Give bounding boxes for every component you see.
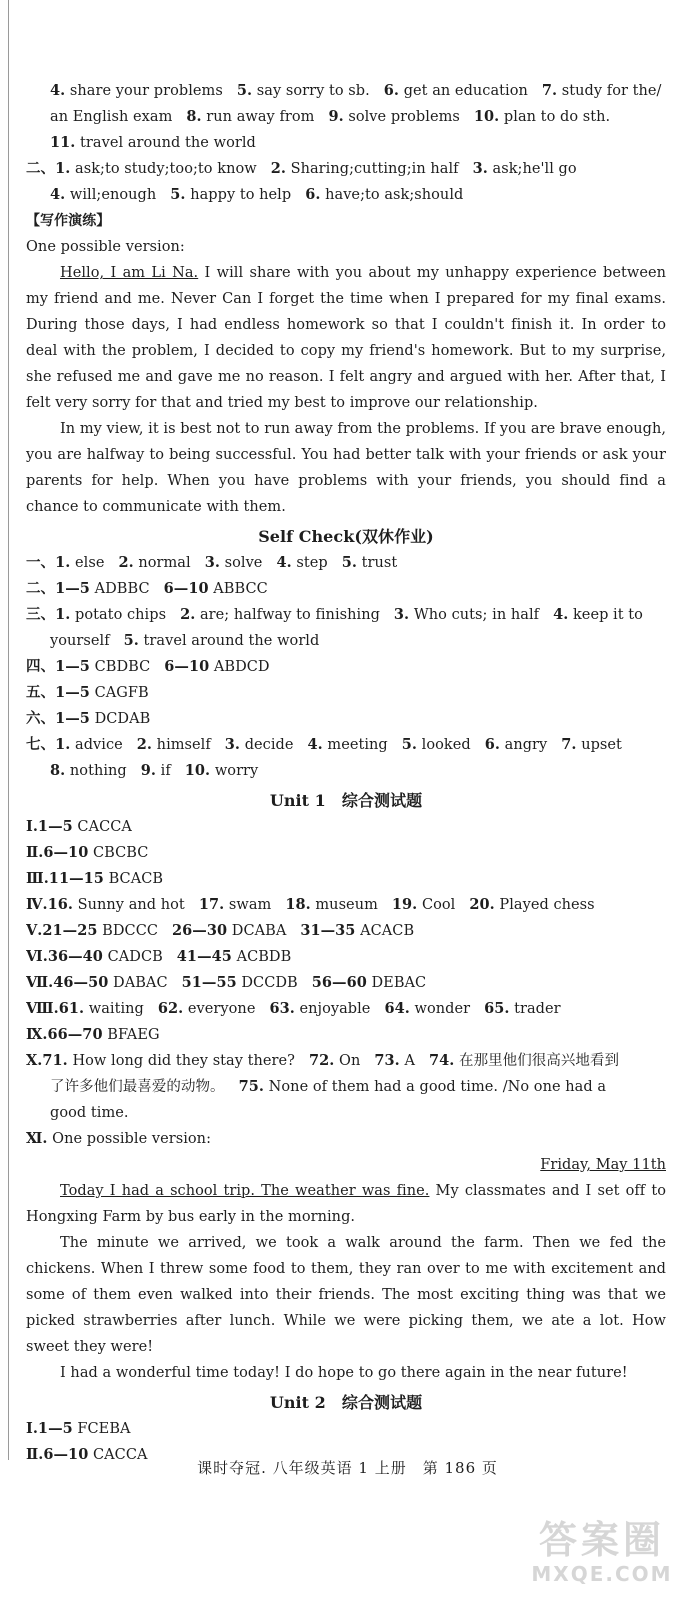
answer-item (305, 187, 463, 203)
answer-number: 5. (123, 632, 139, 649)
answer-number: 六、1—5 (26, 710, 90, 727)
answers-block-unit1 (26, 814, 666, 1152)
answer-number: 7. (561, 736, 577, 753)
answer-number: 4. (50, 82, 66, 99)
answer-text: run away from (201, 109, 315, 125)
answer-number: 5. (236, 82, 253, 99)
answer-item (429, 1053, 619, 1069)
answer-line (26, 654, 666, 680)
answer-line (26, 78, 666, 104)
answer-text: happy to help (185, 187, 292, 203)
essay2-body: My classmates and I set off to Hongxing Farm by bus early in the morning. (26, 1183, 666, 1225)
answer-line (26, 970, 666, 996)
answer-text: will;enough (65, 187, 157, 203)
answer-line (26, 996, 666, 1022)
answer-item (26, 581, 150, 597)
answer-text: CADCB (102, 949, 163, 965)
answer-text: if (156, 763, 171, 779)
answer-item (473, 161, 577, 177)
essay2-intro: Today I had a school trip. The weather was fine. (60, 1183, 430, 1199)
answer-line (26, 1126, 666, 1152)
answer-text: share your problems (65, 83, 223, 99)
answer-number: 6—10 (164, 658, 210, 675)
answer-text: an English exam (50, 109, 173, 125)
answer-text: How long did they stay there? (67, 1053, 295, 1069)
answer-item (474, 109, 610, 125)
answer-number: Ⅷ.61. (26, 1000, 85, 1017)
answer-item (561, 737, 622, 753)
answer-line (26, 732, 666, 758)
answer-item (300, 923, 414, 939)
answer-text: Cool (417, 897, 456, 913)
answer-text: decide (240, 737, 294, 753)
answer-item (342, 555, 398, 571)
answer-item (469, 897, 594, 913)
answer-text: ACACB (355, 923, 415, 939)
answer-text: himself (152, 737, 211, 753)
answer-text: keep it to (568, 607, 643, 623)
answer-line (26, 706, 666, 732)
answer-text: None of them had a good time. /No one had a (264, 1079, 607, 1095)
answer-number: 2. (118, 554, 134, 571)
answer-text: travel around the world (75, 135, 256, 151)
answer-item (269, 1001, 370, 1017)
answer-item (185, 763, 259, 779)
answer-item (485, 737, 548, 753)
answer-text: One possible version: (47, 1131, 212, 1147)
answer-number: Ⅱ.6—10 (26, 1446, 89, 1463)
essay2-paragraph-1 (26, 1178, 666, 1230)
answer-item (26, 975, 168, 991)
answer-item (118, 555, 190, 571)
answer-item (276, 555, 327, 571)
answer-number: 18. (285, 896, 311, 913)
answer-number: Ⅹ.71. (26, 1052, 68, 1069)
answer-line (26, 104, 666, 130)
answer-number: 6. (305, 186, 321, 203)
answer-item (312, 975, 426, 991)
answer-number: Ⅱ.6—10 (26, 844, 89, 861)
answer-text: ask;to study;too;to know (70, 161, 257, 177)
answer-number: 5. (341, 554, 357, 571)
answer-number: 9. (140, 762, 157, 779)
answer-number: 56—60 (311, 974, 367, 991)
answer-item (26, 737, 123, 753)
left-margin-rule (8, 0, 9, 1460)
essay1-intro: Hello, I am Li Na. (60, 265, 199, 281)
answer-item (26, 607, 166, 623)
answer-number: 51—55 (181, 974, 237, 991)
answer-item (26, 555, 104, 571)
answer-text: On (334, 1053, 361, 1069)
answer-text: good time. (50, 1105, 129, 1121)
answer-text: step (291, 555, 328, 571)
answer-number: 9. (328, 108, 344, 125)
answer-number: 2. (270, 160, 286, 177)
answer-item (239, 1079, 606, 1095)
answer-text: ABBCC (208, 581, 268, 597)
answer-line (26, 944, 666, 970)
answer-text: 在那里他们很高兴地看到 (454, 1053, 620, 1069)
answer-number: 3. (224, 736, 241, 753)
answer-text: Sunny and hot (72, 897, 185, 913)
answer-number: Ⅰ.1—5 (26, 818, 73, 835)
answer-number: Ⅺ. (26, 1130, 48, 1147)
answer-item (158, 1001, 256, 1017)
answer-item (205, 555, 263, 571)
answer-item (384, 1001, 470, 1017)
answer-item (182, 975, 298, 991)
answer-text: potato chips (70, 607, 167, 623)
answer-number: 41—45 (176, 948, 232, 965)
answer-number: 5. (170, 186, 186, 203)
answer-text: normal (133, 555, 191, 571)
answer-number: 3. (472, 160, 488, 177)
answer-line (26, 680, 666, 706)
answer-item (170, 187, 291, 203)
answer-line (26, 918, 666, 944)
answer-item (285, 897, 378, 913)
answer-number: Ⅵ.36—40 (26, 948, 103, 965)
answer-text: CACCA (72, 819, 132, 835)
answer-item (271, 161, 459, 177)
answer-number: Ⅶ.46—50 (26, 974, 109, 991)
answer-item (199, 897, 272, 913)
essay2-paragraph-2: The minute we arrived, we took a walk around the farm. Then we fed the chickens. When I threw some food to them, they ran over to me with excitement and some of them even walked into their friends. The most exciting thing was that we picked strawberries after lunch. While we were picking them, we ate a lot. How sweet they were! (26, 1235, 666, 1355)
answer-text: FCEBA (72, 1421, 131, 1437)
answer-number: 17. (198, 896, 225, 913)
answer-number: 4. (307, 736, 323, 753)
answer-item (180, 607, 380, 623)
answer-text: say sorry to sb. (252, 83, 370, 99)
answer-text: everyone (183, 1001, 256, 1017)
answer-item (26, 161, 257, 177)
answer-text: worry (210, 763, 259, 779)
answer-text: swam (224, 897, 272, 913)
answer-number: 10. (184, 762, 211, 779)
answer-line (26, 628, 666, 654)
answers-block-a (26, 78, 666, 208)
answer-text: waiting (84, 1001, 144, 1017)
essay1-paragraph-1 (26, 260, 666, 416)
answer-text: CBCBC (88, 845, 149, 861)
answer-number: 二、1—5 (26, 580, 90, 597)
answer-line (26, 1416, 666, 1442)
answer-number: Ⅴ.21—25 (26, 922, 98, 939)
answer-text: else (70, 555, 105, 571)
answer-item (26, 1421, 131, 1437)
answer-number: 3. (204, 554, 220, 571)
answer-number: 26—30 (172, 922, 228, 939)
answer-number: 31—35 (300, 922, 356, 939)
answer-line (26, 758, 666, 784)
answer-number: 五、1—5 (26, 684, 90, 701)
answer-number: 2. (180, 606, 196, 623)
unit2-title: Unit 2 综合测试题 (269, 1393, 423, 1412)
answer-item (50, 187, 156, 203)
answer-number: 四、1—5 (26, 658, 90, 675)
answer-item (542, 83, 662, 99)
answer-number: 6—10 (163, 580, 209, 597)
answer-item (26, 1053, 295, 1069)
answer-item (26, 897, 185, 913)
answer-text: nothing (65, 763, 127, 779)
answer-number: 七、1. (26, 736, 71, 753)
answer-number: 20. (469, 896, 495, 913)
answer-number: 2. (136, 736, 153, 753)
answer-item (394, 607, 539, 623)
answer-item (484, 1001, 561, 1017)
answer-text: meeting (322, 737, 388, 753)
answer-number: 6. (383, 82, 400, 99)
answer-item (328, 109, 459, 125)
answer-number: 一、1. (26, 554, 71, 571)
answer-item (307, 737, 387, 753)
answer-item (50, 109, 172, 125)
answer-text: yourself (50, 633, 110, 649)
possible-version-label: One possible version: (26, 239, 185, 255)
watermark-main-text: 答案圈 (538, 1518, 665, 1562)
answer-item (50, 83, 223, 99)
answer-item (402, 737, 471, 753)
answer-content (26, 78, 666, 1468)
answer-line (26, 840, 666, 866)
answer-text: are; halfway to finishing (195, 607, 380, 623)
answer-text: upset (576, 737, 622, 753)
answer-text: enjoyable (294, 1001, 371, 1017)
answer-text: ask;he'll go (487, 161, 577, 177)
answer-item (164, 581, 268, 597)
self-check-title: Self Check(双休作业) (258, 527, 434, 546)
answer-item (392, 897, 455, 913)
answer-text: solve problems (343, 109, 460, 125)
answer-text: travel around the world (138, 633, 320, 649)
answer-line (26, 576, 666, 602)
answer-line (26, 1074, 666, 1100)
answer-text: DCCDB (236, 975, 298, 991)
answer-text: DCDAB (89, 711, 151, 727)
answer-number: 8. (186, 108, 202, 125)
answer-number: 63. (269, 1000, 295, 1017)
answer-number: 64. (384, 1000, 410, 1017)
answer-text: Sharing;cutting;in half (285, 161, 459, 177)
answer-item (172, 923, 286, 939)
answer-number: 19. (391, 896, 418, 913)
answer-item (26, 871, 163, 887)
answer-line (26, 1048, 666, 1074)
answer-item (177, 949, 292, 965)
watermark-logo (517, 1518, 687, 1592)
answer-text: museum (310, 897, 378, 913)
answer-item (50, 763, 127, 779)
answer-item (26, 1001, 144, 1017)
answer-text: DCABA (227, 923, 287, 939)
page-footer: 课时夺冠. 八年级英语 1 上册 第 186 页 (197, 1459, 498, 1477)
answer-item (26, 1131, 211, 1147)
answer-number: 5. (401, 736, 417, 753)
answer-item (26, 819, 132, 835)
answer-item (26, 923, 158, 939)
essay1-body: I will share with you about my unhappy experience between my friend and me. Never Can I forget the time when I prepared for my final exams. During those days, I had endless homework so that I couldn't finish it. In order to deal with the problem, I decided to copy my friend's homework. But to my surprise, she refused me and gave me no reason. I felt angry and argued with her. After that, I felt very sorry for that and tried my best to improve our relationship. (26, 265, 666, 411)
answer-number: 二、1. (26, 160, 71, 177)
answer-text: DEBAC (366, 975, 427, 991)
answer-item (50, 1105, 129, 1121)
answer-text: CBDBC (89, 659, 151, 675)
watermark-url-text: MXQE.COM (531, 1562, 673, 1586)
answer-item (124, 633, 320, 649)
answer-text: have;to ask;should (320, 187, 464, 203)
answer-text: angry (499, 737, 548, 753)
essay2-date (26, 1152, 666, 1178)
answer-number: 65. (484, 1000, 510, 1017)
answer-line (26, 814, 666, 840)
answer-text: A (399, 1053, 415, 1069)
answer-line (26, 1022, 666, 1048)
answer-item (164, 659, 269, 675)
answer-item (186, 109, 314, 125)
unit1-title: Unit 1 综合测试题 (269, 791, 423, 810)
answer-item (26, 1027, 160, 1043)
answer-line (26, 1100, 666, 1126)
answer-text: get an education (399, 83, 528, 99)
answer-item (26, 685, 149, 701)
answer-item (26, 711, 150, 727)
answer-number: 4. (276, 554, 292, 571)
answer-number: 8. (50, 762, 66, 779)
answer-text: trader (509, 1001, 561, 1017)
answer-text: CAGFB (89, 685, 149, 701)
answer-item (141, 763, 171, 779)
answer-number: 10. (473, 108, 500, 125)
answer-number: Ⅰ.1—5 (26, 1420, 73, 1437)
answer-line (26, 602, 666, 628)
answer-text: Who cuts; in half (409, 607, 540, 623)
answer-line (26, 156, 666, 182)
answers-block-self-check (26, 550, 666, 784)
answer-number: 3. (393, 606, 410, 623)
answer-text: ADBBC (89, 581, 150, 597)
essay1-paragraph-2: In my view, it is best not to run away from the problems. If you are brave enough, you are halfway to being successful. You had better talk with your friends or ask your parents for help. When you have problems with your friends, you should find a chance to communicate with them. (26, 421, 666, 515)
answer-line (26, 130, 666, 156)
answer-number: 73. (374, 1052, 400, 1069)
answer-text: BCACB (103, 871, 164, 887)
answer-item (26, 845, 148, 861)
answer-number: 三、1. (26, 606, 71, 623)
answer-number: 74. (428, 1052, 455, 1069)
answer-item (374, 1053, 415, 1069)
writing-practice-label: 【写作演练】 (26, 213, 111, 229)
answer-text: solve (219, 555, 263, 571)
answer-number: 72. (309, 1052, 335, 1069)
answer-number: 62. (157, 1000, 184, 1017)
answer-line (26, 550, 666, 576)
answer-text: 了许多他们最喜爱的动物。 (50, 1079, 225, 1095)
essay2-date-text: Friday, May 11th (540, 1157, 666, 1173)
answer-text: wonder (409, 1001, 471, 1017)
answer-number: Ⅲ.11—15 (26, 870, 104, 887)
answer-item (309, 1053, 360, 1069)
answer-line (26, 866, 666, 892)
answer-item (50, 135, 256, 151)
answer-item (553, 607, 643, 623)
answer-number: 7. (541, 82, 558, 99)
answer-text: Played chess (494, 897, 595, 913)
answer-item (384, 83, 528, 99)
answer-text: trust (356, 555, 398, 571)
answer-number: Ⅸ.66—70 (26, 1026, 103, 1043)
answer-text: CACCA (88, 1447, 148, 1463)
answer-number: Ⅳ.16. (26, 896, 73, 913)
answer-number: 4. (50, 186, 66, 203)
answer-text: BDCCC (97, 923, 158, 939)
essay2-paragraph-3: I had a wonderful time today! I do hope to go there again in the near future! (60, 1365, 628, 1381)
answer-item (26, 659, 150, 675)
answer-number: 4. (553, 606, 569, 623)
answer-item (225, 737, 294, 753)
answer-text: ABDCD (209, 659, 270, 675)
answer-text: ACBDB (231, 949, 292, 965)
answer-item (50, 633, 110, 649)
answer-line (26, 182, 666, 208)
answer-item (237, 83, 370, 99)
answer-number: 11. (50, 134, 76, 151)
answer-line (26, 892, 666, 918)
answer-text: advice (70, 737, 123, 753)
answer-number: 75. (238, 1078, 264, 1095)
answer-text: BFAEG (102, 1027, 160, 1043)
answer-text: DABAC (108, 975, 168, 991)
answer-item (50, 1079, 225, 1095)
answer-number: 6. (484, 736, 500, 753)
answer-text: study for the/ (557, 83, 662, 99)
answer-item (137, 737, 211, 753)
answer-text: looked (417, 737, 471, 753)
answer-item (26, 949, 163, 965)
answer-text: plan to do sth. (499, 109, 611, 125)
